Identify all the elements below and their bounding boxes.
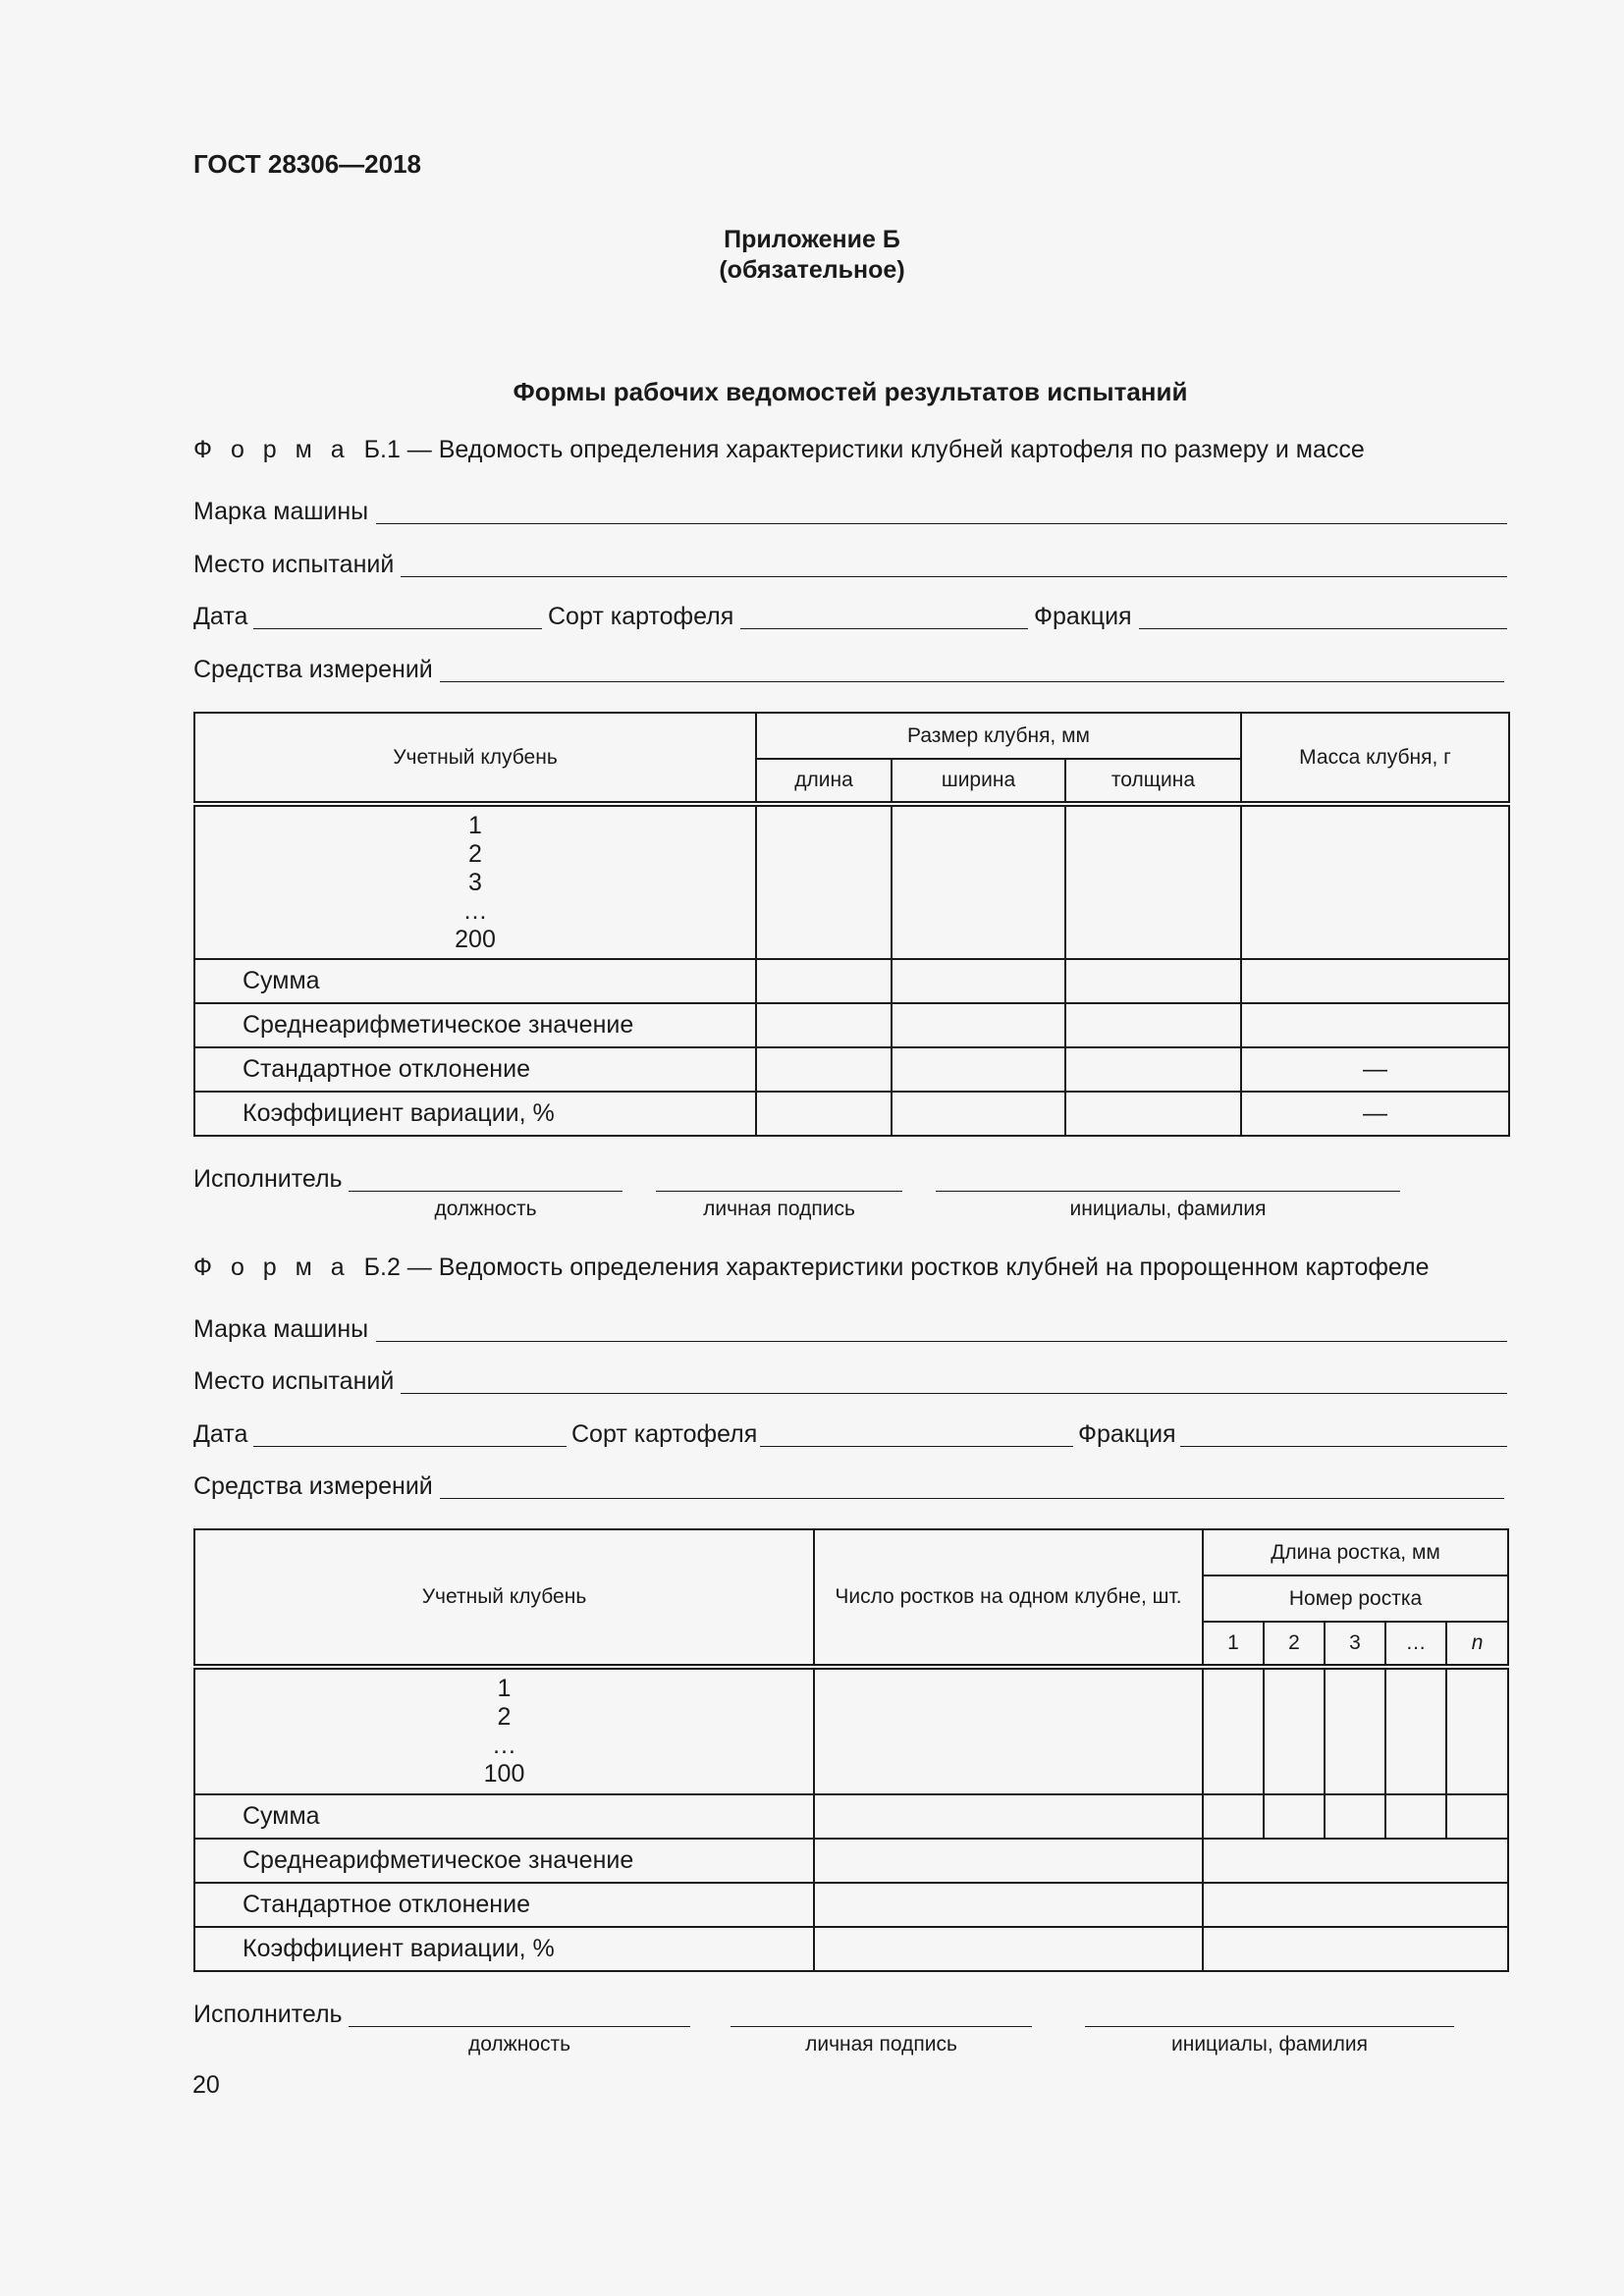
table-row bbox=[194, 1794, 1508, 1839]
section-title: Формы рабочих ведомостей результатов испытаний bbox=[513, 377, 1188, 406]
form2-position-line bbox=[349, 2026, 690, 2027]
form2-col-length: Длина ростка, мм bbox=[1203, 1529, 1508, 1575]
form1-place-line bbox=[401, 576, 1507, 577]
form2-name-line bbox=[1085, 2026, 1454, 2027]
form2-sign-line bbox=[731, 2026, 1032, 2027]
table-row bbox=[194, 1839, 1508, 1883]
list-item: 3 bbox=[468, 868, 482, 896]
table-cell bbox=[892, 804, 1065, 959]
table-row bbox=[194, 1883, 1508, 1927]
form1-col-mass: Масса клубня, г bbox=[1241, 713, 1509, 804]
form1-fraction-line bbox=[1139, 628, 1507, 629]
form2-row-sum: Сумма bbox=[194, 1794, 814, 1839]
form1-col-width: ширина bbox=[892, 759, 1065, 804]
table-row bbox=[194, 1092, 1509, 1136]
form2-tuber-numbers bbox=[194, 1667, 814, 1794]
form2-col-sprout-number: Номер ростка bbox=[1203, 1575, 1508, 1622]
form2-sprout-col: … bbox=[1385, 1622, 1446, 1667]
form1-caption bbox=[193, 436, 1365, 464]
form2-fraction-label: Фракция bbox=[1078, 1420, 1176, 1448]
form2-sprout-col: 2 bbox=[1264, 1622, 1325, 1667]
form2-sprout-col: 1 bbox=[1203, 1622, 1264, 1667]
document-code: ГОСТ 28306—2018 bbox=[193, 149, 421, 179]
form1-prefix: Ф о р м а bbox=[193, 436, 351, 463]
form1-row-stddev: Стандартное отклонение bbox=[194, 1047, 756, 1092]
form1-date-label: Дата bbox=[193, 603, 248, 630]
list-item: … bbox=[492, 1732, 516, 1759]
form1-sign-line bbox=[656, 1191, 902, 1192]
form1-row-cv: Коэффициент вариации, % bbox=[194, 1092, 756, 1136]
form2-table bbox=[193, 1528, 1509, 1972]
form1-name-caption: инициалы, фамилия bbox=[1069, 1198, 1267, 1220]
appendix-title: Приложение Б bbox=[724, 226, 900, 253]
form1-date-line bbox=[253, 628, 542, 629]
table-cell bbox=[756, 804, 892, 959]
form1-variety-line bbox=[740, 628, 1028, 629]
form1-place-label: Место испытаний bbox=[193, 551, 395, 578]
form1-instruments-line bbox=[440, 681, 1504, 682]
form1-stddev-dash: — bbox=[1241, 1047, 1509, 1092]
form1-machine-label: Марка машины bbox=[193, 498, 369, 525]
list-item: 2 bbox=[497, 1703, 512, 1731]
list-item: 200 bbox=[455, 925, 496, 953]
form1-variety-label: Сорт картофеля bbox=[548, 603, 734, 630]
appendix-status: (обязательное) bbox=[719, 256, 905, 284]
form2-prefix: Ф о р м а bbox=[193, 1254, 351, 1281]
form1-cv-dash: — bbox=[1241, 1092, 1509, 1136]
form1-position-caption: должность bbox=[434, 1198, 537, 1220]
page-number: 20 bbox=[192, 2071, 220, 2099]
form2-variety-line bbox=[760, 1446, 1073, 1447]
list-item: 2 bbox=[468, 839, 482, 868]
form2-place-label: Место испытаний bbox=[193, 1367, 395, 1395]
form1-table bbox=[193, 712, 1510, 1137]
form1-col-thickness: толщина bbox=[1065, 759, 1241, 804]
list-item: 1 bbox=[497, 1675, 512, 1702]
form2-sprout-col: n bbox=[1446, 1622, 1508, 1667]
table-cell bbox=[1241, 804, 1509, 959]
table-row bbox=[194, 1047, 1509, 1092]
form2-instruments-line bbox=[440, 1498, 1504, 1499]
form2-machine-label: Марка машины bbox=[193, 1315, 369, 1343]
form1-instruments-label: Средства измерений bbox=[193, 656, 433, 683]
form1-row-sum: Сумма bbox=[194, 959, 756, 1003]
form2-sprout-col: 3 bbox=[1325, 1622, 1385, 1667]
table-cell bbox=[1065, 804, 1241, 959]
form1-title: Б.1 — Ведомость определения характеристики клубней картофеля по размеру и массе bbox=[363, 436, 1365, 463]
form2-sign-caption: личная подпись bbox=[805, 2033, 957, 2056]
form2-fraction-line bbox=[1180, 1446, 1507, 1447]
form1-row-mean: Среднеарифметическое значение bbox=[194, 1003, 756, 1047]
form1-executor-label: Исполнитель bbox=[193, 1165, 343, 1193]
form1-name-line bbox=[936, 1191, 1400, 1192]
form2-variety-label: Сорт картофеля bbox=[571, 1420, 758, 1448]
form2-machine-line bbox=[376, 1341, 1507, 1342]
form2-row-mean: Среднеарифметическое значение bbox=[194, 1839, 814, 1883]
list-item: 100 bbox=[483, 1760, 525, 1788]
form2-place-line bbox=[401, 1393, 1507, 1394]
form2-col-count: Число ростков на одном клубне, шт. bbox=[814, 1529, 1203, 1667]
list-item: … bbox=[462, 896, 488, 925]
form1-position-line bbox=[349, 1191, 623, 1192]
form2-col-tuber: Учетный клубень bbox=[194, 1529, 814, 1667]
form1-sign-caption: личная подпись bbox=[703, 1198, 855, 1220]
form1-machine-line bbox=[376, 523, 1507, 524]
form2-row-cv: Коэффициент вариации, % bbox=[194, 1927, 814, 1971]
form2-instruments-label: Средства измерений bbox=[193, 1472, 433, 1500]
form2-executor-label: Исполнитель bbox=[193, 2001, 343, 2028]
form2-date-label: Дата bbox=[193, 1420, 248, 1448]
form1-col-size: Размер клубня, мм bbox=[756, 713, 1241, 759]
table-row bbox=[194, 959, 1509, 1003]
list-item: 1 bbox=[468, 811, 482, 839]
table-row bbox=[194, 1927, 1508, 1971]
form1-col-tuber: Учетный клубень bbox=[194, 713, 756, 804]
form1-tuber-numbers bbox=[194, 804, 756, 959]
form2-name-caption: инициалы, фамилия bbox=[1171, 2033, 1368, 2056]
form1-col-length: длина bbox=[756, 759, 892, 804]
form2-title: Б.2 — Ведомость определения характеристики ростков клубней на пророщенном картофеле bbox=[363, 1254, 1430, 1281]
form2-position-caption: должность bbox=[467, 2033, 571, 2056]
form2-caption bbox=[193, 1254, 1430, 1282]
form2-row-stddev: Стандартное отклонение bbox=[194, 1883, 814, 1927]
table-row bbox=[194, 1003, 1509, 1047]
form2-date-line bbox=[253, 1446, 567, 1447]
form1-fraction-label: Фракция bbox=[1034, 603, 1132, 630]
